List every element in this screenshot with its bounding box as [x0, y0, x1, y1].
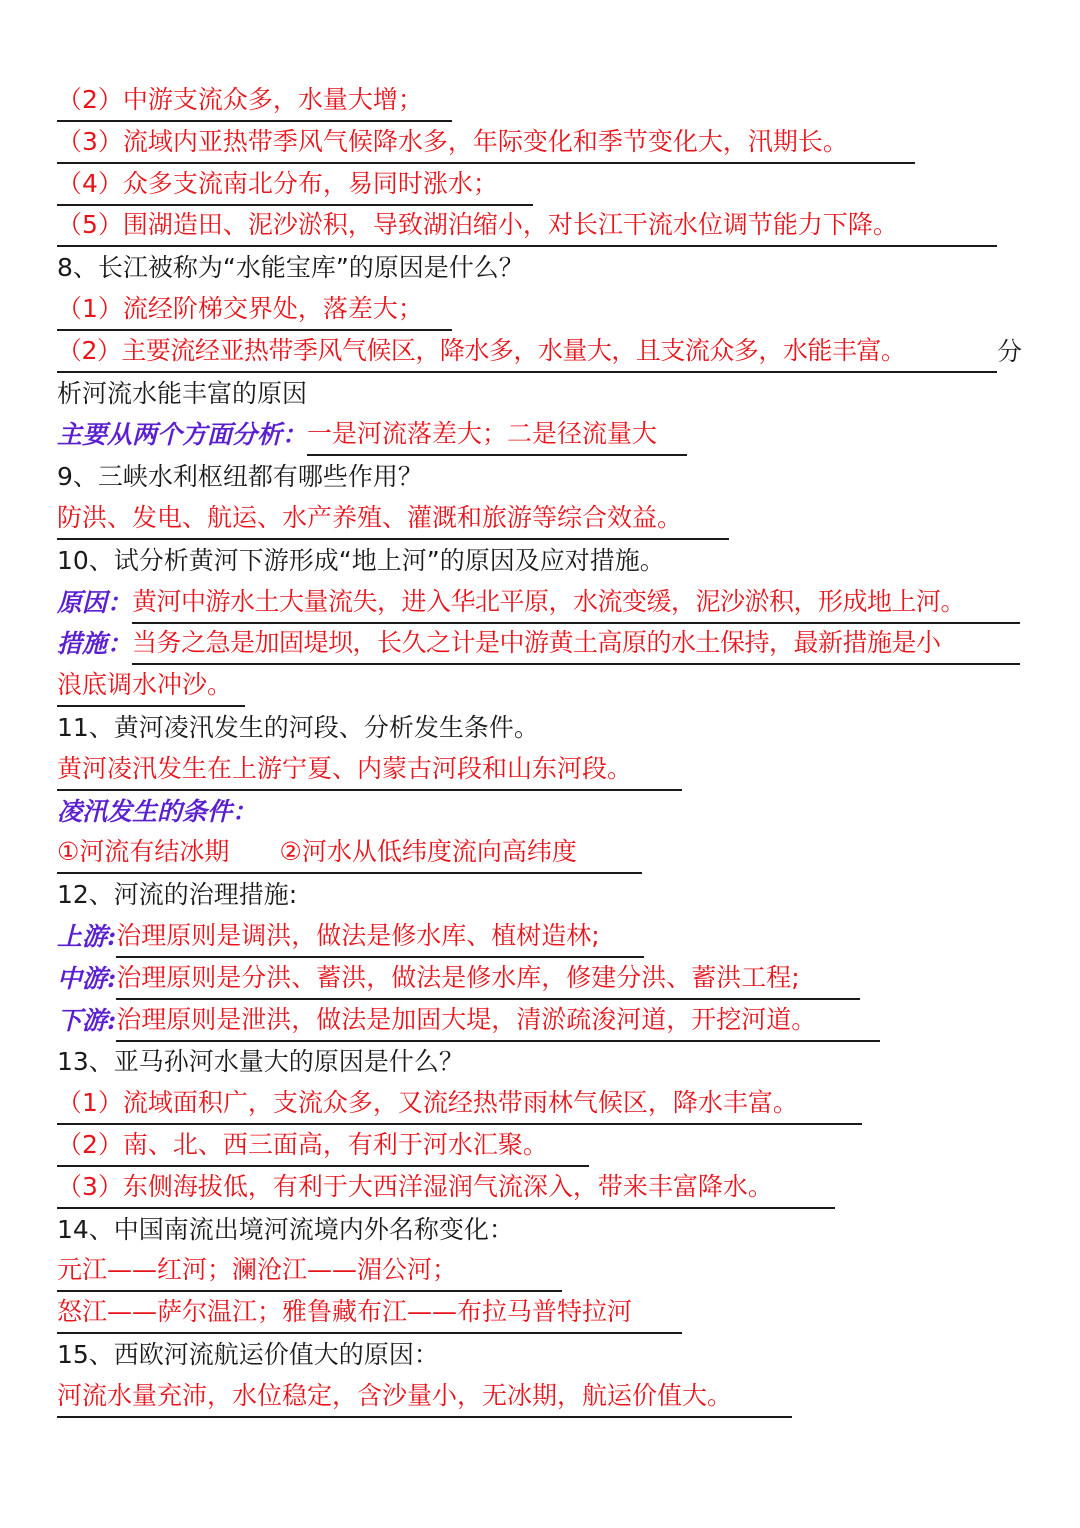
answer-line — [57, 498, 1037, 540]
answer-12-2: 治理原则是分洪、蓄洪，做法是修水库，修建分洪、蓄洪工程; — [116, 960, 860, 1000]
answer-13-1: （1）流域面积广，支流众多，又流经热带雨林气候区，降水丰富。 — [57, 1085, 862, 1125]
answer-12-3: 治理原则是泄洪，做法是加固大堤，清淤疏浚河道，开挖河道。 — [116, 1002, 880, 1042]
label-two-aspects: 主要从两个方面分析： — [57, 420, 308, 450]
answer-line — [57, 1167, 1037, 1209]
answer-8-1: （1）流经阶梯交界处，落差大； — [57, 291, 452, 331]
answer-7-2: （2）中游支流众多，水量大增； — [57, 82, 452, 122]
answer-line — [57, 749, 1037, 791]
document-page — [57, 80, 1037, 1418]
answer-line — [57, 1083, 1037, 1125]
label-measures: 措施： — [57, 629, 133, 659]
answer-line — [57, 1292, 1037, 1334]
label-ice-flood-conditions: 凌汛发生的条件： — [57, 796, 258, 826]
answer-line — [57, 164, 1037, 206]
answer-12-1: 治理原则是调洪，做法是修水库、植树造林; — [116, 918, 644, 958]
answer-7-4: （4）众多支流南北分布，易同时涨水； — [57, 166, 533, 206]
answer-7-3: （3）流域内亚热带季风气候降水多，年际变化和季节变化大，汛期长。 — [57, 124, 915, 164]
answer-8-3: 析河流水能丰富的原因 — [57, 378, 308, 408]
answer-line — [57, 205, 1037, 247]
answer-14-2: 怒江——萨尔温江；雅鲁藏布江——布拉马普特拉河 — [57, 1294, 682, 1334]
answer-15: 河流水量充沛，水位稳定，含沙量小，无冰期，航运价值大。 — [57, 1378, 792, 1418]
question-8: 8、长江被称为“水能宝库”的原因是什么？ — [57, 253, 524, 283]
label-cause: 原因： — [57, 587, 133, 617]
answer-line — [57, 1376, 1037, 1418]
question-13: 13、亚马孙河水量大的原因是什么？ — [57, 1047, 464, 1077]
answer-line — [57, 916, 1037, 958]
answer-line — [57, 665, 1037, 707]
answer-line — [57, 832, 1037, 874]
answer-11-3: ①河流有结冰期 ②河水从低纬度流向高纬度 — [57, 834, 642, 874]
question-10: 10、试分析黄河下游形成“地上河”的原因及应对措施。 — [57, 545, 665, 575]
answer-line — [57, 582, 1037, 624]
answer-8-2-tail: 分 — [997, 336, 1023, 366]
answer-line — [57, 623, 1037, 665]
question-11: 11、黄河凌汛发生的河段、分析发生条件。 — [57, 712, 539, 742]
question-12: 12、河流的治理措施: — [57, 880, 298, 910]
answer-8-4: 一是河流落差大；二是径流量大 — [307, 416, 687, 456]
answer-10-1: 黄河中游水土大量流失，进入华北平原，水流变缓，泥沙淤积，形成地上河。 — [132, 584, 1020, 624]
label-downstream: 下游: — [57, 1005, 117, 1035]
answer-8-2: （2）主要流经亚热带季风气候区，降水多，水量大，且支流众多，水能丰富。 — [57, 333, 997, 373]
answer-line — [57, 1125, 1037, 1167]
answer-line — [57, 414, 1037, 456]
answer-13-2: （2）南、北、西三面高，有利于河水汇聚。 — [57, 1127, 589, 1167]
question-15: 15、西欧河流航运价值大的原因： — [57, 1339, 439, 1369]
answer-10-3: 浪底调水冲沙。 — [57, 667, 245, 707]
answer-line — [57, 289, 1037, 331]
answer-line — [57, 1250, 1037, 1292]
answer-line — [57, 1000, 1037, 1042]
answer-line — [57, 122, 1037, 164]
label-midstream: 中游: — [57, 963, 117, 993]
answer-line — [57, 80, 1037, 122]
answer-11-1: 黄河凌汛发生在上游宁夏、内蒙古河段和山东河段。 — [57, 751, 682, 791]
answer-13-3: （3）东侧海拔低，有利于大西洋湿润气流深入，带来丰富降水。 — [57, 1169, 835, 1209]
question-9: 9、三峡水利枢纽都有哪些作用？ — [57, 462, 423, 492]
question-14: 14、中国南流出境河流境内外名称变化： — [57, 1214, 514, 1244]
answer-10-2: 当务之急是加固堤坝，长久之计是中游黄土高原的水土保持，最新措施是小 — [132, 625, 1020, 665]
answer-line — [57, 791, 1037, 833]
answer-7-5: （5）围湖造田、泥沙淤积，导致湖泊缩小，对长江干流水位调节能力下降。 — [57, 207, 997, 247]
answer-line — [57, 958, 1037, 1000]
answer-14-1: 元江——红河；澜沧江——湄公河； — [57, 1252, 562, 1292]
label-upstream: 上游: — [57, 921, 117, 951]
answer-line — [57, 331, 1037, 373]
answer-9: 防洪、发电、航运、水产养殖、灌溉和旅游等综合效益。 — [57, 500, 729, 540]
